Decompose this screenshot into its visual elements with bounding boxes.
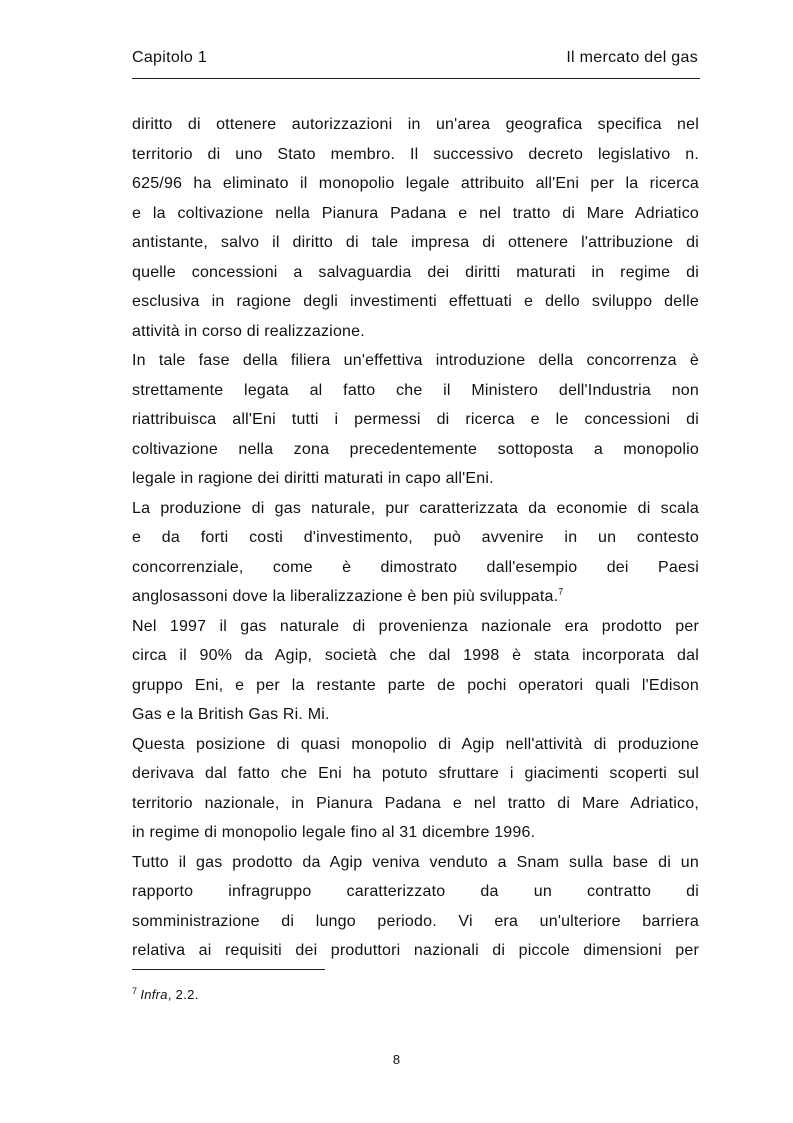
text-line: in regime di monopolio legale fino al 31 dicembre 1996. xyxy=(132,824,536,841)
text-line: e la coltivazione nella Pianura Padana e nel tratto di Mare Adriatico xyxy=(132,204,699,222)
body-text xyxy=(132,110,699,966)
chapter-title: Il mercato del gas xyxy=(566,49,698,66)
text-line-content: anglosassoni dove la liberalizzazione è ben più sviluppata. xyxy=(132,588,559,605)
text-line: territorio di uno Stato membro. Il successivo decreto legislativo n. xyxy=(132,145,699,163)
text-line: coltivazione nella zona precedentemente sottoposta a monopolio xyxy=(132,440,699,458)
text-line: Gas e la British Gas Ri. Mi. xyxy=(132,706,330,723)
footnote-italic-text: Infra xyxy=(140,987,168,1002)
footnote-text: , 2.2. xyxy=(167,987,199,1002)
text-line: esclusiva in ragione degli investimenti effettuati e dello sviluppo delle xyxy=(132,293,699,310)
text-line: rapporto infragruppo caratterizzato da un contratto di xyxy=(132,883,699,900)
footnote xyxy=(132,987,199,1002)
text-line: Tutto il gas prodotto da Agip veniva venduto a Snam sulla base di un xyxy=(132,853,699,871)
text-line: concorrenziale, come è dimostrato dall'esempio dei Paesi xyxy=(132,558,699,576)
footnote-rule xyxy=(132,969,325,970)
text-line: attività in corso di realizzazione. xyxy=(132,322,365,340)
text-line: relativa ai requisiti dei produttori nazionali di piccole dimensioni per xyxy=(132,942,699,959)
text-line: territorio nazionale, in Pianura Padana e nel tratto di Mare Adriatico, xyxy=(132,794,699,812)
text-line: In tale fase della filiera un'effettiva introduzione della concorrenza è xyxy=(132,352,699,369)
text-line: strettamente legata al fatto che il Ministero dell'Industria non xyxy=(132,381,699,399)
page-number: 8 xyxy=(392,1052,401,1067)
text-line: circa il 90% da Agip, società che dal 1998 è stata incorporata dal xyxy=(132,647,699,664)
text-line: quelle concessioni a salvaguardia dei diritti maturati in regime di xyxy=(132,263,699,281)
text-line: derivava dal fatto che Eni ha potuto sfruttare i giacimenti scoperti sul xyxy=(132,765,699,782)
text-line: e da forti costi d'investimento, può avvenire in un contesto xyxy=(132,529,699,546)
text-line: antistante, salvo il diritto di tale impresa di ottenere l'attribuzione di xyxy=(132,234,699,251)
text-line: La produzione di gas naturale, pur caratterizzata da economie di scala xyxy=(132,499,699,517)
text-line-with-footnote xyxy=(132,582,699,612)
text-line: Questa posizione di quasi monopolio di Agip nell'attività di produzione xyxy=(132,735,699,753)
text-line: riattribuisca all'Eni tutti i permessi di ricerca e le concessioni di xyxy=(132,411,699,428)
text-line: 625/96 ha eliminato il monopolio legale attribuito all'Eni per la ricerca xyxy=(132,175,699,192)
text-line: gruppo Eni, e per la restante parte de pochi operatori quali l'Edison xyxy=(132,676,699,694)
text-line: legale in ragione dei diritti maturati in capo all'Eni. xyxy=(132,470,494,487)
text-line: Nel 1997 il gas naturale di provenienza nazionale era prodotto per xyxy=(132,617,699,635)
footnote-number: 7 xyxy=(132,985,138,996)
header-rule xyxy=(132,78,700,79)
text-line: diritto di ottenere autorizzazioni in un'area geografica specifica nel xyxy=(132,116,699,133)
chapter-label: Capitolo 1 xyxy=(132,49,208,66)
footnote-reference: 7 xyxy=(558,586,564,597)
text-line: somministrazione di lungo periodo. Vi era un'ulteriore barriera xyxy=(132,912,699,930)
